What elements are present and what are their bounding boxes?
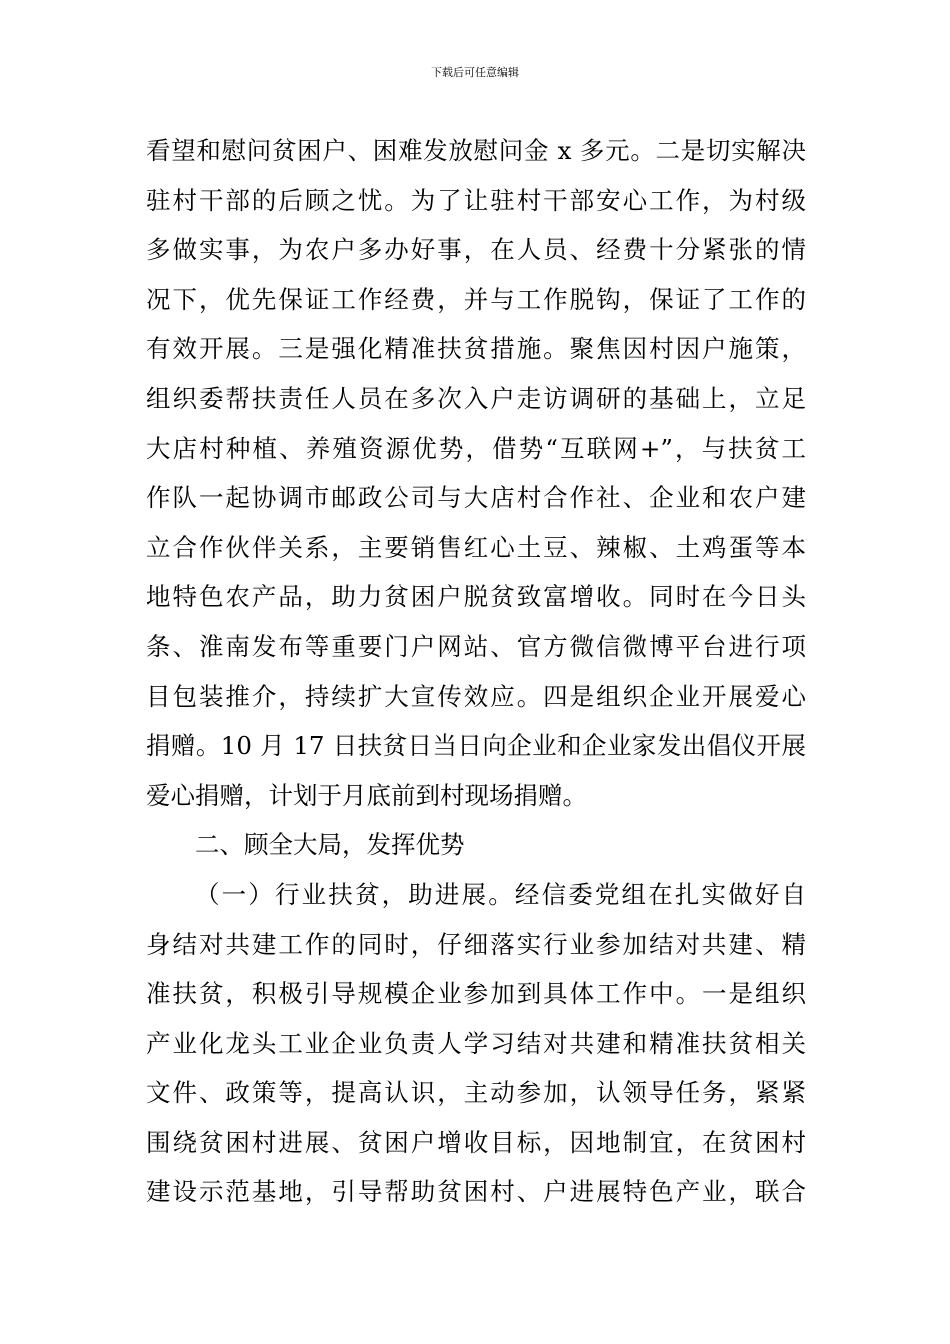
text-line: 围绕贫困村进展、贫困户增收目标，因地制宜，在贫困村 (146, 1127, 806, 1157)
section-heading: 二、顾全大局，发挥优势 (195, 830, 465, 860)
text-line: 组织委帮扶责任人员在多次入户走访调研的基础上，立足 (146, 383, 806, 413)
text-line: 作队一起协调市邮政公司与大店村合作社、企业和农户建 (146, 483, 806, 513)
text-line: 条、淮南发布等重要门户网站、官方微信微博平台进行项 (146, 631, 806, 661)
page-header: 下载后可任意编辑 (431, 66, 519, 79)
text-line: 驻村干部的后顾之忧。为了让驻村干部安心工作，为村级 (146, 185, 806, 215)
text-line: 准扶贫，积极引导规模企业参加到具体工作中。一是组织 (146, 979, 806, 1009)
text-line: 有效开展。三是强化精准扶贫措施。聚焦因村因户施策， (146, 334, 806, 364)
text-line: 目包装推介，持续扩大宣传效应。四是组织企业开展爱心 (146, 681, 806, 711)
text-line: 立合作伙伴关系，主要销售红心土豆、辣椒、土鸡蛋等本 (146, 532, 806, 562)
text-line: 产业化龙头工业企业负责人学习结对共建和精准扶贫相关 (146, 1028, 806, 1058)
text-line: 况下，优先保证工作经费，并与工作脱钩，保证了工作的 (146, 284, 806, 314)
text-line: 文件、政策等，提高认识，主动参加，认领导任务，紧紧 (146, 1078, 806, 1108)
text-line: 地特色农产品，助力贫困户脱贫致富增收。同时在今日头 (146, 582, 806, 612)
text-line: 建设示范基地，引导帮助贫困村、户进展特色产业，联合 (146, 1177, 806, 1207)
text-line: 多做实事，为农户多办好事，在人员、经费十分紧张的情 (146, 235, 806, 265)
document-body (146, 126, 806, 1217)
text-line: 身结对共建工作的同时，仔细落实行业参加结对共建、精 (146, 929, 806, 959)
paragraph-end-line: 爱心捐赠，计划于月底前到村现场捐赠。 (146, 780, 587, 810)
subsection-first-line: （一）行业扶贫，助进展。经信委党组在扎实做好自 (195, 879, 806, 909)
text-line: 捐赠。10 月 17 日扶贫日当日向企业和企业家发出倡仪开展 (146, 731, 806, 761)
text-line: 看望和慰问贫困户、困难发放慰问金 x 多元。二是切实解决 (146, 136, 806, 165)
text-line: 大店村种植、养殖资源优势，借势“互联网+”，与扶贫工 (146, 433, 806, 463)
